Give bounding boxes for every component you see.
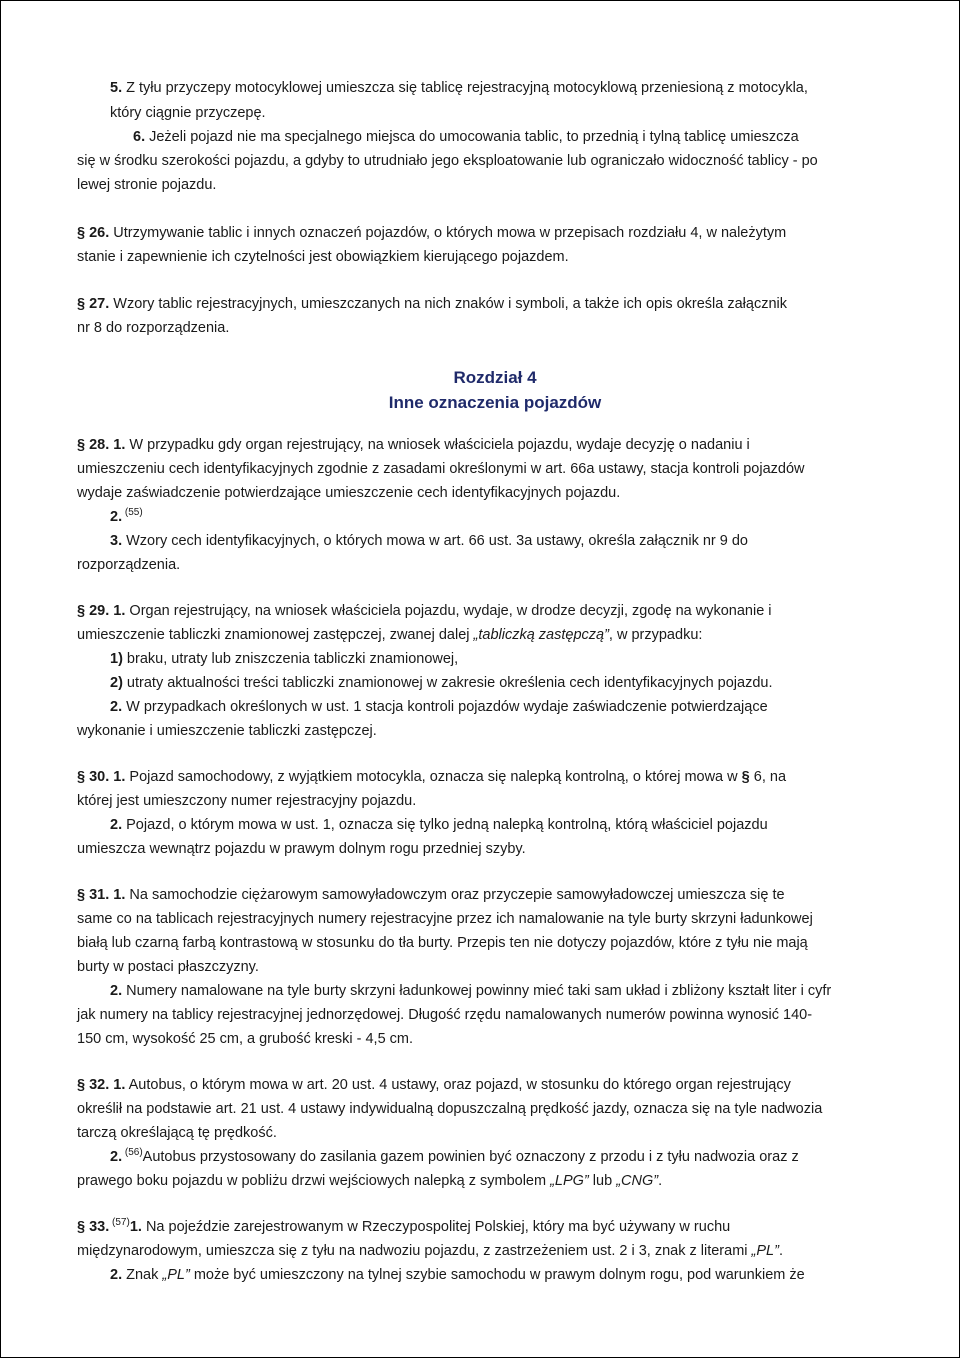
text-line — [133, 128, 799, 146]
quoted-term: „CNG” — [616, 1173, 659, 1189]
paragraph-number: 1. — [129, 1219, 142, 1235]
text-run: burty w postaci płaszczyzny. — [77, 959, 259, 975]
text-run: Z tyłu przyczepy motocyklowej umieszcza się tablicę rejestracyjną motocyklową przeniesioną z motocykla, — [122, 80, 808, 96]
text-run: 150 cm, wysokość 25 cm, a grubość kreski - 4,5 cm. — [77, 1031, 414, 1047]
quoted-term: „LPG” — [550, 1173, 589, 1189]
text-run: lub — [588, 1173, 617, 1189]
text-run: Wzory tablic rejestracyjnych, umieszczanych na nich znaków i symboli, a także ich opis określa załącznik — [109, 296, 787, 312]
text-line — [77, 224, 786, 242]
paragraph-number: 2. — [110, 509, 123, 525]
paragraph-number: 26. — [85, 225, 110, 241]
section-sign: § — [741, 769, 750, 785]
text-run: międzynarodowym, umieszcza się z tyłu na nadwoziu pojazdu, z zastrzeżeniem ust. 2 i 3, znak z literami — [77, 1243, 752, 1259]
paragraph-number: 2. — [110, 817, 123, 833]
text-run: może być umieszczony na tylnej szybie samochodu w prawym dolnym rogu, pod warunkiem że — [189, 1267, 805, 1283]
text-run: wykonanie i umieszczenie tabliczki zastępczej. — [77, 723, 377, 739]
chapter-heading: Rozdział 4 — [453, 368, 537, 387]
text-run: który ciągnie przyczepę. — [110, 105, 266, 121]
text-line — [77, 319, 229, 337]
text-line — [110, 1148, 799, 1168]
text-line — [77, 958, 259, 976]
text-run: prawego boku pojazdu w pobliżu drzwi wejściowych nalepką z symbolem — [77, 1173, 551, 1189]
quoted-term: „PL” — [162, 1267, 190, 1283]
text-line — [77, 1006, 812, 1024]
paragraph-number: 30. 1. — [85, 769, 126, 785]
text-line — [77, 722, 377, 740]
text-line — [77, 934, 808, 952]
text-line — [77, 460, 805, 478]
paragraph-number: 6. — [133, 129, 146, 145]
text-run: Na pojeździe zarejestrowanym w Rzeczypospolitej Polskiej, który ma być używany w ruchu — [141, 1219, 731, 1235]
chapter-title: Inne oznaczenia pojazdów — [388, 393, 602, 412]
text-line — [77, 1172, 662, 1190]
text-run: umieszcza wewnątrz pojazdu w prawym dolnym rogu przedniej szyby. — [77, 841, 526, 857]
text-run: umieszczeniu cech identyfikacyjnych zgodnie z zasadami określonymi w art. 66a ustawy, stacja kontroli pojazdów — [77, 461, 805, 477]
text-line — [110, 104, 266, 122]
text-run: Autobus, o którym mowa w art. 20 ust. 4 ustawy, oraz pojazd, w stosunku do którego organ rejestrujący — [125, 1077, 791, 1093]
text-line — [110, 816, 768, 834]
text-run: stanie i zapewnienie ich czytelności jest obowiązkiem kierującego pojazdem. — [77, 249, 569, 265]
section-sign: § — [77, 296, 86, 312]
paragraph-number: 5. — [110, 80, 123, 96]
text-run: , w przypadku: — [608, 627, 703, 643]
section-sign: § — [77, 437, 86, 453]
paragraph-number: 2. — [110, 699, 123, 715]
text-run: Jeżeli pojazd nie ma specjalnego miejsca do umocowania tablic, to przednią i tylną tablicę umieszcza — [145, 129, 799, 145]
text-line — [77, 176, 216, 194]
text-line — [77, 1100, 822, 1118]
text-run: Utrzymywanie tablic i innych oznaczeń pojazdów, o których mowa w przepisach rozdziału 4, w należytym — [109, 225, 787, 241]
text-line — [77, 768, 786, 786]
paragraph-number: 2. — [110, 1149, 123, 1165]
text-line — [77, 1242, 783, 1260]
text-line — [110, 1266, 805, 1284]
text-run: Wzory cech identyfikacyjnych, o których mowa w art. 66 ust. 3a ustawy, określa załącznik nr 9 do — [122, 533, 748, 549]
text-run: braku, utraty lub zniszczenia tabliczki znamionowej, — [122, 651, 459, 667]
quoted-term: „PL” — [751, 1243, 779, 1259]
text-line — [110, 650, 458, 668]
paragraph-number: 2) — [110, 675, 123, 691]
text-run: wydaje zaświadczenie potwierdzające umieszczenie cech identyfikacyjnych pojazdu. — [77, 485, 621, 501]
paragraph-number: 27. — [85, 296, 110, 312]
text-line — [110, 532, 748, 550]
section-sign: § — [77, 769, 86, 785]
paragraph-number: 2. — [110, 1267, 123, 1283]
footnote-ref: (57) — [109, 1217, 130, 1228]
text-run: W przypadku gdy organ rejestrujący, na wniosek właściciela pojazdu, wydaje decyzję o nadaniu i — [125, 437, 750, 453]
text-run: Pojazd, o którym mowa w ust. 1, oznacza się tylko jedną nalepką kontrolną, którą właściciel pojazdu — [122, 817, 768, 833]
text-line — [110, 508, 143, 528]
text-line — [77, 602, 772, 620]
text-line — [77, 556, 180, 574]
text-line — [77, 295, 787, 313]
paragraph-number: 1) — [110, 651, 123, 667]
text-line — [110, 674, 772, 692]
text-line — [77, 248, 569, 266]
text-line — [77, 152, 818, 170]
text-run: same co na tablicach rejestracyjnych numery rejestracyjne przez ich namalowanie na tyle burty skrzyni ładunkowej — [77, 911, 813, 927]
text-line — [77, 484, 620, 502]
text-line — [77, 626, 702, 644]
paragraph-number: 33. — [85, 1219, 110, 1235]
text-run: Autobus przystosowany do zasilania gazem powinien być oznaczony z przodu i z tyłu nadwozia oraz z — [142, 1149, 799, 1165]
text-line — [77, 910, 813, 928]
text-run: . — [778, 1243, 783, 1259]
text-run: Na samochodzie ciężarowym samowyładowczym oraz przyczepie samowyładowczej umieszcza się te — [125, 887, 785, 903]
text-run: utraty aktualności treści tabliczki znamionowej w zakresie określenia cech identyfikacyjnych pojazdu. — [122, 675, 773, 691]
text-line — [110, 982, 831, 1000]
text-line — [77, 436, 750, 454]
text-run: której jest umieszczony numer rejestracyjny pojazdu. — [77, 793, 417, 809]
text-run: W przypadkach określonych w ust. 1 stacja kontroli pojazdów wydaje zaświadczenie potwierdzające — [122, 699, 768, 715]
text-run: umieszczenie tabliczki znamionowej zastępczej, zwanej dalej — [77, 627, 474, 643]
text-run: nr 8 do rozporządzenia. — [77, 320, 230, 336]
text-line — [77, 1076, 791, 1094]
text-run: . — [658, 1173, 663, 1189]
text-line — [77, 1030, 413, 1048]
section-sign: § — [77, 887, 86, 903]
text-run: Organ rejestrujący, na wniosek właściciela pojazdu, wydaje, w drodze decyzji, zgodę na wykonanie i — [125, 603, 772, 619]
section-sign: § — [77, 1077, 86, 1093]
paragraph-number: 28. 1. — [85, 437, 126, 453]
text-run: tarczą określającą tę prędkość. — [77, 1125, 277, 1141]
paragraph-number: 31. 1. — [85, 887, 126, 903]
paragraph-number: 29. 1. — [85, 603, 126, 619]
paragraph-number: 3. — [110, 533, 123, 549]
section-sign: § — [77, 603, 86, 619]
quoted-term: „tabliczką zastępczą” — [473, 627, 609, 643]
paragraph-number: 32. 1. — [85, 1077, 126, 1093]
section-sign: § — [77, 225, 86, 241]
text-line — [77, 886, 785, 904]
text-run: białą lub czarną farbą kontrastową w stosunku do tła burty. Przepis ten nie dotyczy pojazdów, które z tyłu nie mają — [77, 935, 808, 951]
text-run: lewej stronie pojazdu. — [77, 177, 217, 193]
text-run: jak numery na tablicy rejestracyjnej jednorzędowej. Długość rzędu namalowanych numerów powinna wynosić 140- — [77, 1007, 813, 1023]
text-line — [77, 840, 526, 858]
text-line — [110, 79, 808, 97]
text-run: się w środku szerokości pojazdu, a gdyby to utrudniało jego eksploatowanie lub ograniczało widoczność tablicy - po — [77, 153, 818, 169]
text-run: 6, na — [749, 769, 787, 785]
text-line — [77, 792, 416, 810]
text-run: określił na podstawie art. 21 ust. 4 ustawy indywidualną dopuszczalną prędkość jazdy, oznacza się na tyle nadwozia — [77, 1101, 823, 1117]
text-run: Znak — [122, 1267, 163, 1283]
text-run: Numery namalowane na tyle burty skrzyni ładunkowej powinny mieć taki sam układ i zbliżony kształt liter i cyfr — [122, 983, 832, 999]
footnote-ref: (56) — [122, 1147, 143, 1158]
footnote-ref: (55) — [122, 507, 143, 518]
text-line — [77, 1218, 730, 1238]
paragraph-number: 2. — [110, 983, 123, 999]
text-line — [110, 698, 768, 716]
section-sign: § — [77, 1219, 86, 1235]
text-run: Pojazd samochodowy, z wyjątkiem motocykla, oznacza się nalepką kontrolną, o której mowa w — [125, 769, 742, 785]
text-line — [77, 1124, 277, 1142]
text-run: rozporządzenia. — [77, 557, 181, 573]
